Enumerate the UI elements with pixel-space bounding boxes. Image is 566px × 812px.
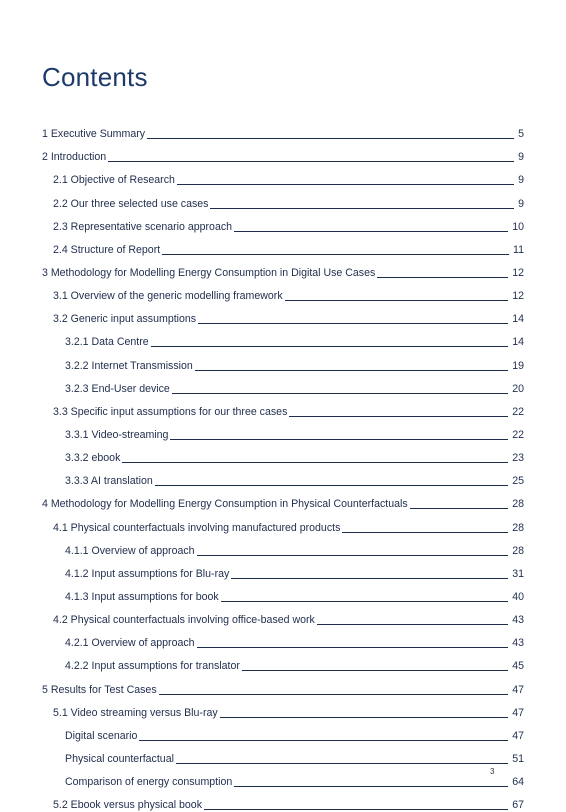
- toc-entry-title: 2.3 Representative scenario approach: [53, 220, 233, 233]
- toc-entry-page: 10: [512, 220, 524, 233]
- page-number: 3: [490, 767, 495, 776]
- toc-entry-title: 3 Methodology for Modelling Energy Consumption in Digital Use Cases: [42, 266, 376, 279]
- toc-entry[interactable]: [42, 558, 524, 581]
- toc-entry-title: 4.1 Physical counterfactuals involving manufactured products: [53, 521, 341, 534]
- toc-entry-page: 40: [512, 590, 524, 603]
- toc-leader-line: [221, 601, 509, 602]
- toc-entry[interactable]: [42, 442, 524, 465]
- toc-leader-line: [155, 485, 508, 486]
- toc-entry-page: 51: [512, 752, 524, 765]
- toc-entry-page: 19: [512, 359, 524, 372]
- toc-entry-title: 3.2.2 Internet Transmission: [65, 359, 193, 372]
- toc-entry-title: 5.1 Video streaming versus Blu-ray: [53, 706, 218, 719]
- toc-entry[interactable]: [42, 465, 524, 488]
- toc-leader-line: [342, 532, 508, 533]
- toc-entry-title: 3.3.1 Video-streaming: [65, 428, 169, 441]
- toc-entry[interactable]: [42, 349, 524, 372]
- toc-entry-page: 43: [512, 637, 524, 650]
- toc-entry-page: 5: [518, 128, 524, 141]
- toc-entry-page: 9: [518, 174, 524, 187]
- toc-entry-title: 2.1 Objective of Research: [53, 174, 175, 187]
- toc-entry-page: 14: [512, 313, 524, 326]
- toc-entry-title: Comparison of energy consumption: [65, 776, 233, 789]
- toc-entry[interactable]: [42, 396, 524, 419]
- toc-entry-title: Physical counterfactual: [65, 752, 174, 765]
- toc-entry-page: 28: [512, 521, 524, 534]
- toc-entry[interactable]: [42, 187, 524, 210]
- toc-entry-page: 28: [512, 544, 524, 557]
- toc-entry-title: 3.3.3 AI translation: [65, 475, 153, 488]
- toc-leader-line: [151, 346, 509, 347]
- toc-entry-title: 4.2.2 Input assumptions for translator: [65, 660, 240, 673]
- toc-entry[interactable]: [42, 581, 524, 604]
- toc-entry-title: 4.2.1 Overview of approach: [65, 637, 195, 650]
- toc-entry-page: 28: [512, 498, 524, 511]
- toc-entry[interactable]: [42, 511, 524, 534]
- toc-entry-page: 45: [512, 660, 524, 673]
- toc-entry[interactable]: [42, 164, 524, 187]
- toc-entry-page: 9: [518, 151, 524, 164]
- toc-entry-title: 3.2 Generic input assumptions: [53, 313, 197, 326]
- toc-entry-title: 4.1.3 Input assumptions for book: [65, 590, 219, 603]
- toc-entry-page: 47: [512, 706, 524, 719]
- toc-leader-line: [139, 740, 508, 741]
- toc-leader-line: [162, 254, 509, 255]
- toc-entry-page: 22: [512, 428, 524, 441]
- toc-leader-line: [170, 439, 508, 440]
- toc-entry-title: 1 Executive Summary: [42, 128, 146, 141]
- toc-entry-page: 23: [512, 452, 524, 465]
- toc-leader-line: [285, 300, 509, 301]
- table-of-contents: [42, 118, 524, 812]
- toc-leader-line: [234, 786, 508, 787]
- toc-leader-line: [176, 763, 508, 764]
- toc-entry[interactable]: [42, 789, 524, 812]
- toc-entry[interactable]: [42, 280, 524, 303]
- toc-entry[interactable]: [42, 627, 524, 650]
- toc-entry-title: 5.2 Ebook versus physical book: [53, 799, 202, 812]
- toc-entry[interactable]: [42, 257, 524, 280]
- toc-leader-line: [204, 809, 508, 810]
- toc-entry-title: 3.3.2 ebook: [65, 452, 121, 465]
- toc-entry-page: 47: [512, 729, 524, 742]
- toc-entry[interactable]: [42, 766, 524, 789]
- toc-entry-page: 20: [512, 382, 524, 395]
- toc-entry-page: 31: [512, 567, 524, 580]
- toc-leader-line: [317, 624, 508, 625]
- toc-entry-page: 43: [512, 614, 524, 627]
- toc-entry[interactable]: [42, 697, 524, 720]
- toc-entry[interactable]: [42, 326, 524, 349]
- toc-leader-line: [198, 323, 508, 324]
- toc-entry-title: 3.2.1 Data Centre: [65, 336, 149, 349]
- toc-entry-title: 2.4 Structure of Report: [53, 243, 161, 256]
- toc-entry[interactable]: [42, 118, 524, 141]
- toc-entry[interactable]: [42, 673, 524, 696]
- toc-entry-page: 11: [513, 243, 524, 256]
- toc-entry-title: 3.3 Specific input assumptions for our three cases: [53, 405, 288, 418]
- toc-entry-title: 4.2 Physical counterfactuals involving office-based work: [53, 614, 315, 627]
- toc-leader-line: [197, 555, 509, 556]
- toc-leader-line: [108, 161, 514, 162]
- toc-leader-line: [147, 138, 514, 139]
- toc-entry[interactable]: [42, 211, 524, 234]
- toc-leader-line: [197, 647, 509, 648]
- toc-entry-title: 2 Introduction: [42, 151, 107, 164]
- toc-leader-line: [234, 231, 508, 232]
- toc-entry-page: 67: [512, 799, 524, 812]
- toc-entry[interactable]: [42, 303, 524, 326]
- toc-leader-line: [242, 670, 508, 671]
- toc-entry-title: 3.1 Overview of the generic modelling framework: [53, 290, 283, 303]
- toc-entry[interactable]: [42, 419, 524, 442]
- toc-entry-title: Digital scenario: [65, 729, 138, 742]
- toc-leader-line: [210, 208, 514, 209]
- toc-entry[interactable]: [42, 604, 524, 627]
- toc-entry[interactable]: [42, 488, 524, 511]
- toc-entry-page: 12: [512, 266, 524, 279]
- toc-entry-title: 4.1.2 Input assumptions for Blu-ray: [65, 567, 230, 580]
- toc-entry[interactable]: [42, 650, 524, 673]
- toc-entry-page: 12: [512, 290, 524, 303]
- toc-entry-page: 14: [512, 336, 524, 349]
- toc-leader-line: [231, 578, 508, 579]
- toc-leader-line: [410, 508, 509, 509]
- toc-entry-page: 25: [512, 475, 524, 488]
- toc-entry[interactable]: [42, 535, 524, 558]
- toc-leader-line: [172, 393, 508, 394]
- toc-entry[interactable]: [42, 373, 524, 396]
- toc-leader-line: [159, 694, 509, 695]
- toc-entry-title: 2.2 Our three selected use cases: [53, 197, 209, 210]
- toc-entry-title: 5 Results for Test Cases: [42, 683, 157, 696]
- toc-entry-page: 22: [512, 405, 524, 418]
- page-title: Contents: [42, 62, 148, 92]
- toc-entry-title: 4 Methodology for Modelling Energy Consumption in Physical Counterfactuals: [42, 498, 408, 511]
- toc-leader-line: [177, 184, 514, 185]
- toc-entry[interactable]: [42, 720, 524, 743]
- toc-entry-title: 3.2.3 End-User device: [65, 382, 170, 395]
- toc-entry-page: 9: [518, 197, 524, 210]
- toc-leader-line: [195, 370, 508, 371]
- toc-entry[interactable]: [42, 743, 524, 766]
- toc-entry[interactable]: [42, 141, 524, 164]
- toc-leader-line: [220, 717, 509, 718]
- toc-entry-title: 4.1.1 Overview of approach: [65, 544, 195, 557]
- toc-leader-line: [122, 462, 508, 463]
- toc-entry-page: 64: [512, 776, 524, 789]
- toc-entry[interactable]: [42, 234, 524, 257]
- toc-leader-line: [377, 277, 508, 278]
- toc-entry-page: 47: [512, 683, 524, 696]
- toc-leader-line: [289, 416, 508, 417]
